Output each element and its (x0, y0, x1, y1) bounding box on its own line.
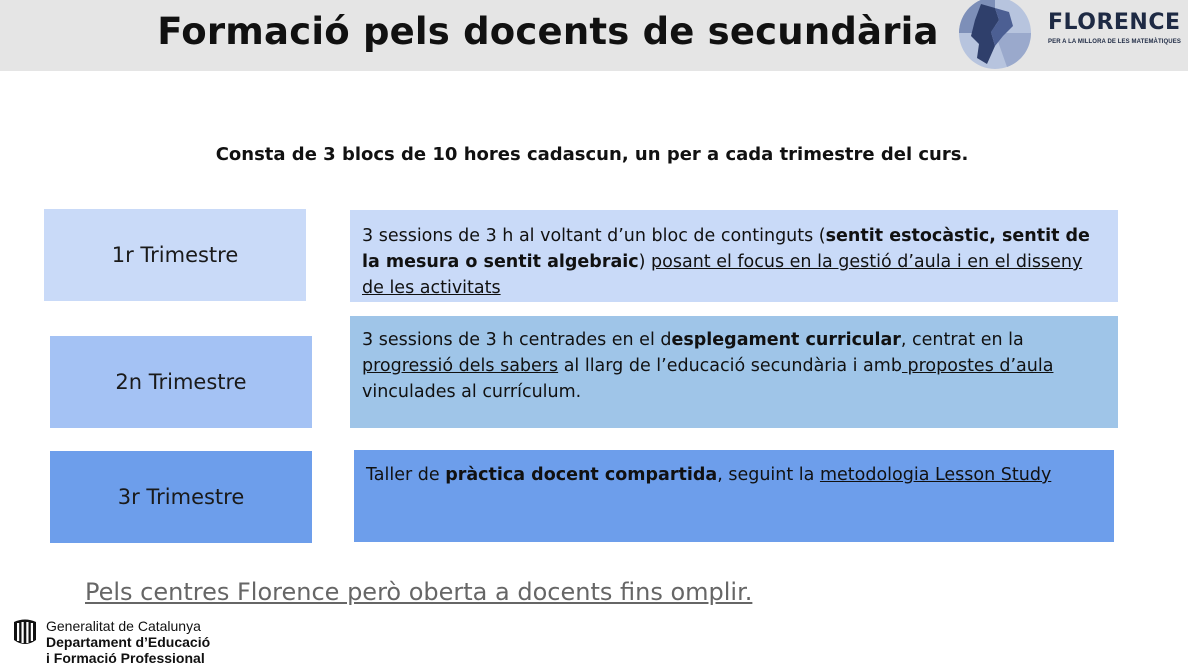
logo-tagline: PER A LA MILLORA DE LES MATEMÀTIQUES (1048, 39, 1181, 45)
generalitat-line-2: Departament d’Educació (46, 634, 211, 650)
logo-name: FLORENCE (1048, 10, 1181, 35)
generalitat-signature (46, 618, 210, 666)
trimester-3-description: Taller de pràctica docent compartida, seguint la metodologia Lesson Study (354, 450, 1114, 542)
footer-note: Pels centres Florence però oberta a docents fins omplir. (85, 578, 753, 606)
trimester-1-description: 3 sessions de 3 h al voltant d’un bloc de continguts (sentit estocàstic, sentit de la mesura o sentit algebraic) posant el focus en la gestió d’aula i en el disseny de les activitats (350, 210, 1118, 302)
trimester-2-label: 2n Trimestre (50, 336, 312, 428)
trimester-1-label: 1r Trimestre (44, 209, 306, 301)
florence-logo-icon (955, 0, 1037, 71)
generalitat-line-3: i Formació Professional (46, 650, 205, 666)
generalitat-emblem-icon (12, 618, 38, 648)
intro-text: Consta de 3 blocs de 10 hores cadascun, un per a cada trimestre del curs. (215, 144, 969, 165)
generalitat-line-1: Generalitat de Catalunya (46, 618, 201, 634)
trimester-2-description: 3 sessions de 3 h centrades en el desplegament curricular, centrat en la progressió dels sabers al llarg de l’educació secundària i amb propostes d’aula vinculades al currículum. (350, 316, 1118, 428)
header-bar (0, 0, 1188, 71)
page-title: Formació pels docents de secundària (157, 10, 939, 53)
trimester-3-label: 3r Trimestre (50, 451, 312, 543)
